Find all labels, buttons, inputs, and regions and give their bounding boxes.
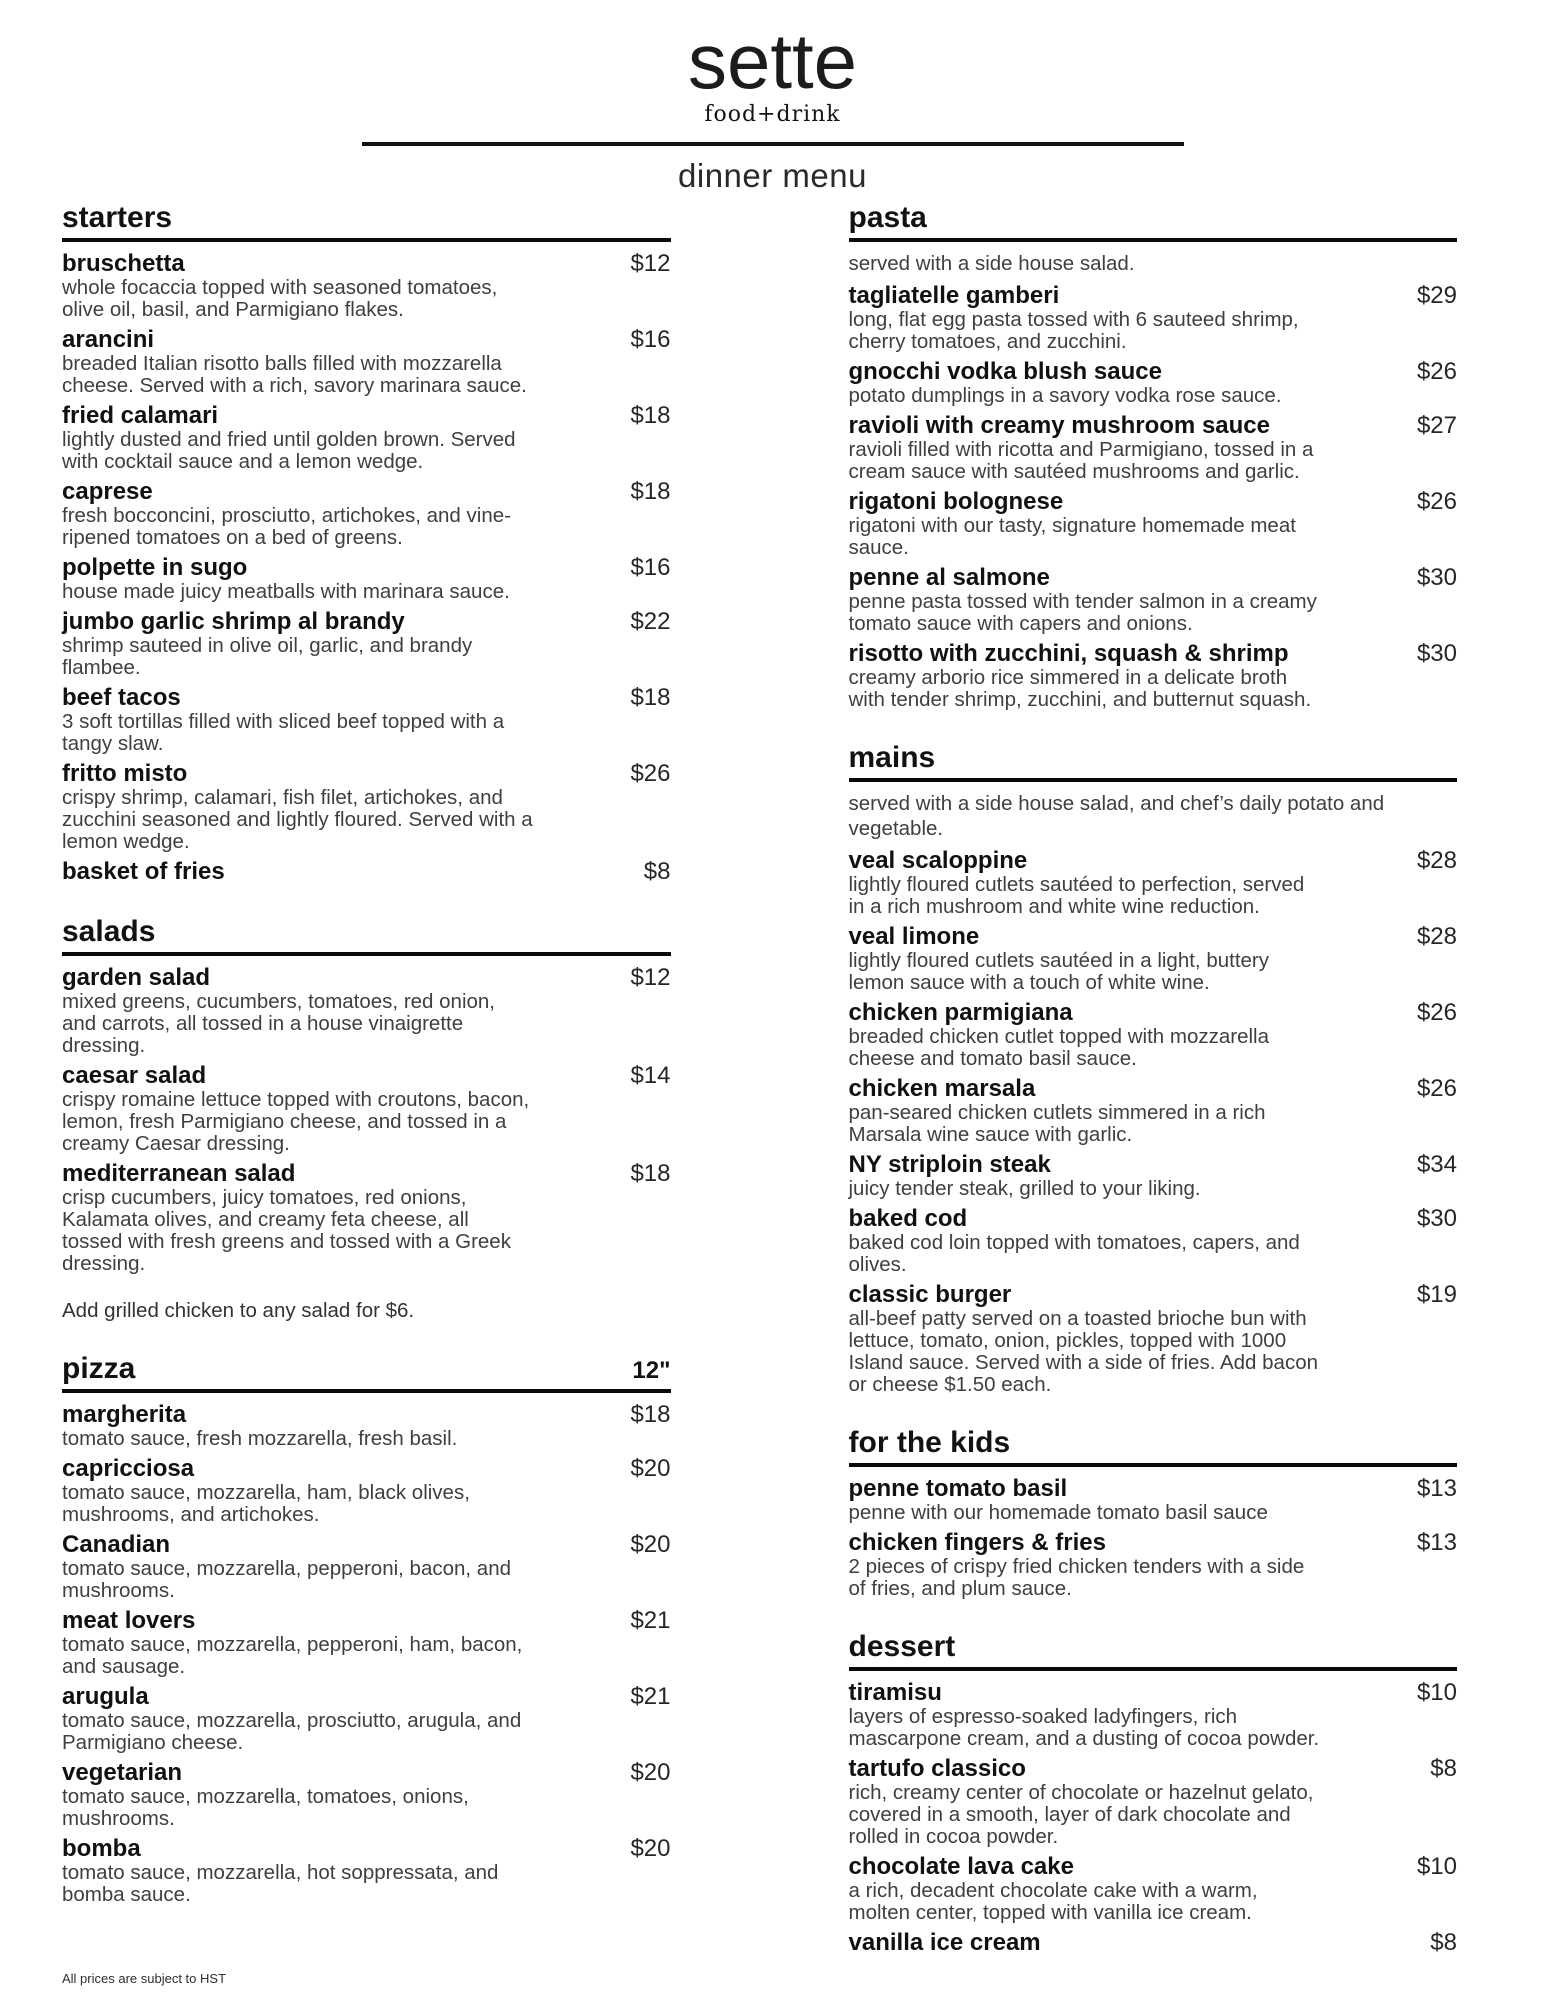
menu-item [62, 609, 671, 679]
item-name: NY striploin steak [848, 1151, 1051, 1178]
item-description: lightly floured cutlets sautéed in a light, buttery lemon sauce with a touch of white wine. [848, 949, 1269, 994]
left-column [62, 201, 671, 1962]
item-name: basket of fries [62, 858, 225, 885]
item-description: penne pasta tossed with tender salmon in a creamy tomato sauce with capers and onions. [848, 590, 1317, 635]
item-description: baked cod loin topped with tomatoes, capers, and olives. [848, 1231, 1300, 1276]
item-description: rigatoni with our tasty, signature homemade meat sauce. [848, 514, 1296, 559]
item-price: $8 [1430, 1755, 1457, 1782]
item-name: garden salad [62, 964, 211, 991]
item-price: $26 [1416, 358, 1457, 385]
section-header [849, 1630, 1458, 1671]
item-name: penne al salmone [848, 564, 1050, 591]
item-price: $21 [630, 1683, 671, 1710]
menu-item [849, 1680, 1458, 1750]
item-description: 3 soft tortillas filled with sliced beef topped with a tangy slaw. [62, 710, 505, 755]
item-main [849, 1530, 1402, 1600]
menu-item [62, 403, 671, 473]
item-main [849, 565, 1402, 635]
item-price: $16 [630, 554, 671, 581]
menu-item [62, 327, 671, 397]
item-name: classic burger [848, 1281, 1012, 1308]
item-description: rich, creamy center of chocolate or hazelnut gelato, covered in a smooth, layer of dark chocolate and rolled in cocoa powder. [848, 1781, 1314, 1848]
item-main [62, 1402, 615, 1450]
menu-item [849, 1530, 1458, 1600]
item-description: juicy tender steak, grilled to your liking. [848, 1177, 1201, 1200]
item-price: $20 [630, 1531, 671, 1558]
item-name: baked cod [848, 1205, 968, 1232]
section-title: dessert [848, 1630, 956, 1663]
section-items [62, 251, 671, 885]
item-price: $8 [643, 858, 671, 885]
section-header [849, 1426, 1458, 1467]
item-main [62, 1836, 615, 1906]
item-main [849, 1680, 1402, 1750]
item-name: vegetarian [62, 1759, 183, 1786]
page-title: dinner menu [678, 157, 867, 194]
menu-item [62, 761, 671, 853]
item-main [849, 1756, 1402, 1848]
item-price: $30 [1416, 564, 1457, 591]
item-description: crispy romaine lettuce topped with croutons, bacon, lemon, fresh Parmigiano cheese, and tossed in a creamy Caesar dressing. [62, 1088, 530, 1155]
item-name: bruschetta [62, 250, 185, 277]
item-name: mediterranean salad [62, 1160, 296, 1187]
item-description: lightly floured cutlets sautéed to perfection, served in a rich mushroom and white wine reduction. [848, 873, 1305, 918]
menu-item [849, 641, 1458, 711]
menu-section [849, 741, 1458, 1396]
section-title: salads [62, 915, 156, 948]
item-price: $14 [630, 1062, 671, 1089]
item-price: $18 [630, 478, 671, 505]
menu-item [849, 283, 1458, 353]
menu-item [849, 1476, 1458, 1524]
menu-item [849, 1854, 1458, 1924]
item-description: mixed greens, cucumbers, tomatoes, red onion, and carrots, all tossed in a house vinaigrette dressing. [62, 990, 495, 1057]
item-name: ravioli with creamy mushroom sauce [848, 412, 1270, 439]
item-main [849, 489, 1402, 559]
item-description: pan-seared chicken cutlets simmered in a rich Marsala wine sauce with garlic. [848, 1101, 1266, 1146]
menu-columns [0, 201, 1545, 1962]
item-main [849, 1206, 1402, 1276]
item-name: capricciosa [62, 1455, 195, 1482]
item-main [62, 479, 615, 549]
brand-tagline: food+drink [704, 102, 841, 127]
item-main [62, 685, 615, 755]
item-name: chicken marsala [848, 1075, 1036, 1102]
item-price: $22 [630, 608, 671, 635]
menu-item [849, 848, 1458, 918]
item-name: caprese [62, 478, 153, 505]
item-price: $10 [1416, 1679, 1457, 1706]
item-name: bomba [62, 1835, 141, 1862]
menu-item [62, 251, 671, 321]
section-items [849, 283, 1458, 711]
item-description: breaded chicken cutlet topped with mozzarella cheese and tomato basil sauce. [848, 1025, 1269, 1070]
item-price: $20 [630, 1455, 671, 1482]
item-price: $26 [1416, 999, 1457, 1026]
item-description: tomato sauce, fresh mozzarella, fresh basil. [62, 1427, 458, 1450]
menu-item [849, 1076, 1458, 1146]
item-name: risotto with zucchini, squash & shrimp [848, 640, 1289, 667]
section-items [62, 965, 671, 1275]
item-name: tiramisu [848, 1679, 942, 1706]
item-main [849, 359, 1402, 407]
section-title: starters [62, 201, 173, 234]
item-name: penne tomato basil [848, 1475, 1068, 1502]
item-main [849, 413, 1402, 483]
item-description: house made juicy meatballs with marinara sauce. [62, 580, 510, 603]
item-main [849, 924, 1402, 994]
item-description: all-beef patty served on a toasted brioche bun with lettuce, tomato, onion, pickles, topped with 1000 Island sauce. Served with a side of fries. Add bacon or cheese $1.50 each. [848, 1307, 1318, 1396]
item-price: $20 [630, 1759, 671, 1786]
menu-item [62, 555, 671, 603]
section-size-label: 12" [632, 1357, 671, 1384]
item-name: rigatoni bolognese [848, 488, 1064, 515]
menu-item [849, 565, 1458, 635]
menu-item [62, 479, 671, 549]
item-price: $13 [1416, 1475, 1457, 1502]
item-description: layers of espresso-soaked ladyfingers, rich mascarpone cream, and a dusting of cocoa powder. [848, 1705, 1320, 1750]
section-header [62, 1352, 671, 1393]
item-price: $26 [1416, 1075, 1457, 1102]
section-items [849, 1680, 1458, 1956]
item-main [62, 761, 615, 853]
item-description: potato dumplings in a savory vodka rose sauce. [848, 384, 1282, 407]
item-main [62, 555, 615, 603]
item-price: $13 [1416, 1529, 1457, 1556]
item-main [849, 1000, 1402, 1070]
item-name: chocolate lava cake [848, 1853, 1074, 1880]
section-header [62, 201, 671, 242]
section-title: for the kids [848, 1426, 1011, 1459]
item-price: $26 [1416, 488, 1457, 515]
menu-item [62, 1063, 671, 1155]
item-main [62, 403, 615, 473]
item-main [849, 848, 1402, 918]
item-price: $12 [630, 250, 671, 277]
item-price: $28 [1416, 847, 1457, 874]
menu-item [62, 965, 671, 1057]
menu-item [62, 1684, 671, 1754]
item-main [849, 641, 1402, 711]
item-description: tomato sauce, mozzarella, tomatoes, onions, mushrooms. [62, 1785, 469, 1830]
item-main [849, 1930, 1402, 1956]
menu-item [849, 924, 1458, 994]
section-items [849, 848, 1458, 1396]
item-description: whole focaccia topped with seasoned tomatoes, olive oil, basil, and Parmigiano flakes. [62, 276, 498, 321]
item-name: gnocchi vodka blush sauce [848, 358, 1162, 385]
menu-item [62, 859, 671, 885]
item-description: breaded Italian risotto balls filled with mozzarella cheese. Served with a rich, savory marinara sauce. [62, 352, 527, 397]
item-name: arancini [62, 326, 155, 353]
item-main [849, 1854, 1402, 1924]
item-main [62, 1456, 615, 1526]
item-price: $8 [1430, 1929, 1457, 1956]
item-description: tomato sauce, mozzarella, prosciutto, arugula, and Parmigiano cheese. [62, 1709, 522, 1754]
right-column [849, 201, 1458, 1962]
item-name: vanilla ice cream [848, 1929, 1041, 1956]
menu-item [62, 1760, 671, 1830]
item-description: ravioli filled with ricotta and Parmigiano, tossed in a cream sauce with sautéed mushrooms and garlic. [848, 438, 1314, 483]
item-description: tomato sauce, mozzarella, hot soppressata, and bomba sauce. [62, 1861, 499, 1906]
item-description: long, flat egg pasta tossed with 6 sauteed shrimp, cherry tomatoes, and zucchini. [848, 308, 1299, 353]
header-divider [362, 142, 1184, 146]
item-description: a rich, decadent chocolate cake with a warm, molten center, topped with vanilla ice cream. [848, 1879, 1258, 1924]
item-description: penne with our homemade tomato basil sauce [848, 1501, 1268, 1524]
item-name: veal scaloppine [848, 847, 1028, 874]
item-main [849, 1152, 1402, 1200]
item-price: $18 [630, 402, 671, 429]
section-title: pizza [62, 1352, 136, 1385]
section-footnote: Add grilled chicken to any salad for $6. [62, 1299, 415, 1322]
menu-item [849, 413, 1458, 483]
section-header [849, 741, 1458, 782]
item-name: chicken fingers & fries [848, 1529, 1106, 1556]
menu-item [849, 1282, 1458, 1396]
item-price: $18 [630, 684, 671, 711]
item-description: tomato sauce, mozzarella, pepperoni, ham, bacon, and sausage. [62, 1633, 523, 1678]
menu-section [849, 1630, 1458, 1956]
item-main [62, 251, 615, 321]
menu-item [62, 1161, 671, 1275]
menu-section [849, 1426, 1458, 1600]
menu-item [62, 1608, 671, 1678]
menu-item [849, 1000, 1458, 1070]
section-title: pasta [848, 201, 927, 234]
section-note: served with a side house salad. [848, 252, 1135, 275]
item-main [62, 327, 615, 397]
menu-item [62, 685, 671, 755]
menu-item [849, 1206, 1458, 1276]
menu-item [62, 1402, 671, 1450]
item-main [62, 859, 615, 885]
item-main [62, 1063, 615, 1155]
item-main [62, 609, 615, 679]
item-name: Canadian [62, 1531, 171, 1558]
item-price: $16 [630, 326, 671, 353]
menu-section [62, 201, 671, 885]
menu-section [62, 1352, 671, 1906]
item-price: $30 [1416, 1205, 1457, 1232]
section-items [62, 1402, 671, 1906]
item-price: $27 [1416, 412, 1457, 439]
menu-item [849, 1152, 1458, 1200]
menu-section [849, 201, 1458, 711]
section-note: served with a side house salad, and chef’s daily potato and vegetable. [848, 792, 1385, 840]
section-header [62, 915, 671, 956]
item-main [849, 283, 1402, 353]
item-main [62, 965, 615, 1057]
item-description: crisp cucumbers, juicy tomatoes, red onions, Kalamata olives, and creamy feta cheese, all tossed with fresh greens and tossed with a Greek dressing. [62, 1186, 511, 1275]
item-price: $34 [1416, 1151, 1457, 1178]
item-name: beef tacos [62, 684, 181, 711]
item-description: tomato sauce, mozzarella, ham, black olives, mushrooms, and artichokes. [62, 1481, 470, 1526]
item-price: $20 [630, 1835, 671, 1862]
menu-item [62, 1456, 671, 1526]
item-description: lightly dusted and fried until golden brown. Served with cocktail sauce and a lemon wedge. [62, 428, 516, 473]
item-name: tagliatelle gamberi [848, 282, 1060, 309]
item-price: $18 [630, 1401, 671, 1428]
item-description: 2 pieces of crispy fried chicken tenders with a side of fries, and plum sauce. [848, 1555, 1305, 1600]
item-main [62, 1684, 615, 1754]
item-name: meat lovers [62, 1607, 196, 1634]
item-main [849, 1476, 1402, 1524]
item-price: $28 [1416, 923, 1457, 950]
menu-item [62, 1532, 671, 1602]
item-price: $18 [630, 1160, 671, 1187]
section-title: mains [848, 741, 936, 774]
item-description: tomato sauce, mozzarella, pepperoni, bacon, and mushrooms. [62, 1557, 511, 1602]
item-name: caesar salad [62, 1062, 207, 1089]
item-main [62, 1608, 615, 1678]
item-name: chicken parmigiana [848, 999, 1073, 1026]
item-price: $12 [630, 964, 671, 991]
menu-header [0, 17, 1545, 195]
item-name: tartufo classico [848, 1755, 1026, 1782]
item-main [62, 1161, 615, 1275]
item-price: $10 [1416, 1853, 1457, 1880]
item-name: arugula [62, 1683, 149, 1710]
item-name: polpette in sugo [62, 554, 248, 581]
item-name: margherita [62, 1401, 187, 1428]
menu-item [849, 359, 1458, 407]
menu-section [62, 915, 671, 1322]
item-main [849, 1076, 1402, 1146]
item-price: $29 [1416, 282, 1457, 309]
section-items [849, 1476, 1458, 1600]
item-price: $19 [1416, 1281, 1457, 1308]
item-name: fritto misto [62, 760, 188, 787]
item-description: creamy arborio rice simmered in a delicate broth with tender shrimp, zucchini, and butternut squash. [848, 666, 1312, 711]
footer-note: All prices are subject to HST [62, 1971, 227, 1986]
item-main [62, 1760, 615, 1830]
item-name: veal limone [848, 923, 980, 950]
item-price: $26 [630, 760, 671, 787]
item-price: $30 [1416, 640, 1457, 667]
menu-item [62, 1836, 671, 1906]
menu-item [849, 1756, 1458, 1848]
item-description: fresh bocconcini, prosciutto, artichokes, and vine-ripened tomatoes on a bed of greens. [62, 504, 511, 549]
item-description: shrimp sauteed in olive oil, garlic, and brandy flambee. [62, 634, 473, 679]
section-header [849, 201, 1458, 242]
menu-item [849, 1930, 1458, 1956]
item-main [62, 1532, 615, 1602]
item-main [849, 1282, 1402, 1396]
menu-item [849, 489, 1458, 559]
item-name: jumbo garlic shrimp al brandy [62, 608, 405, 635]
item-price: $21 [630, 1607, 671, 1634]
item-description: crispy shrimp, calamari, fish filet, artichokes, and zucchini seasoned and lightly floured. Served with a lemon wedge. [62, 786, 533, 853]
brand-logo: sette [687, 17, 858, 105]
item-name: fried calamari [62, 402, 219, 429]
